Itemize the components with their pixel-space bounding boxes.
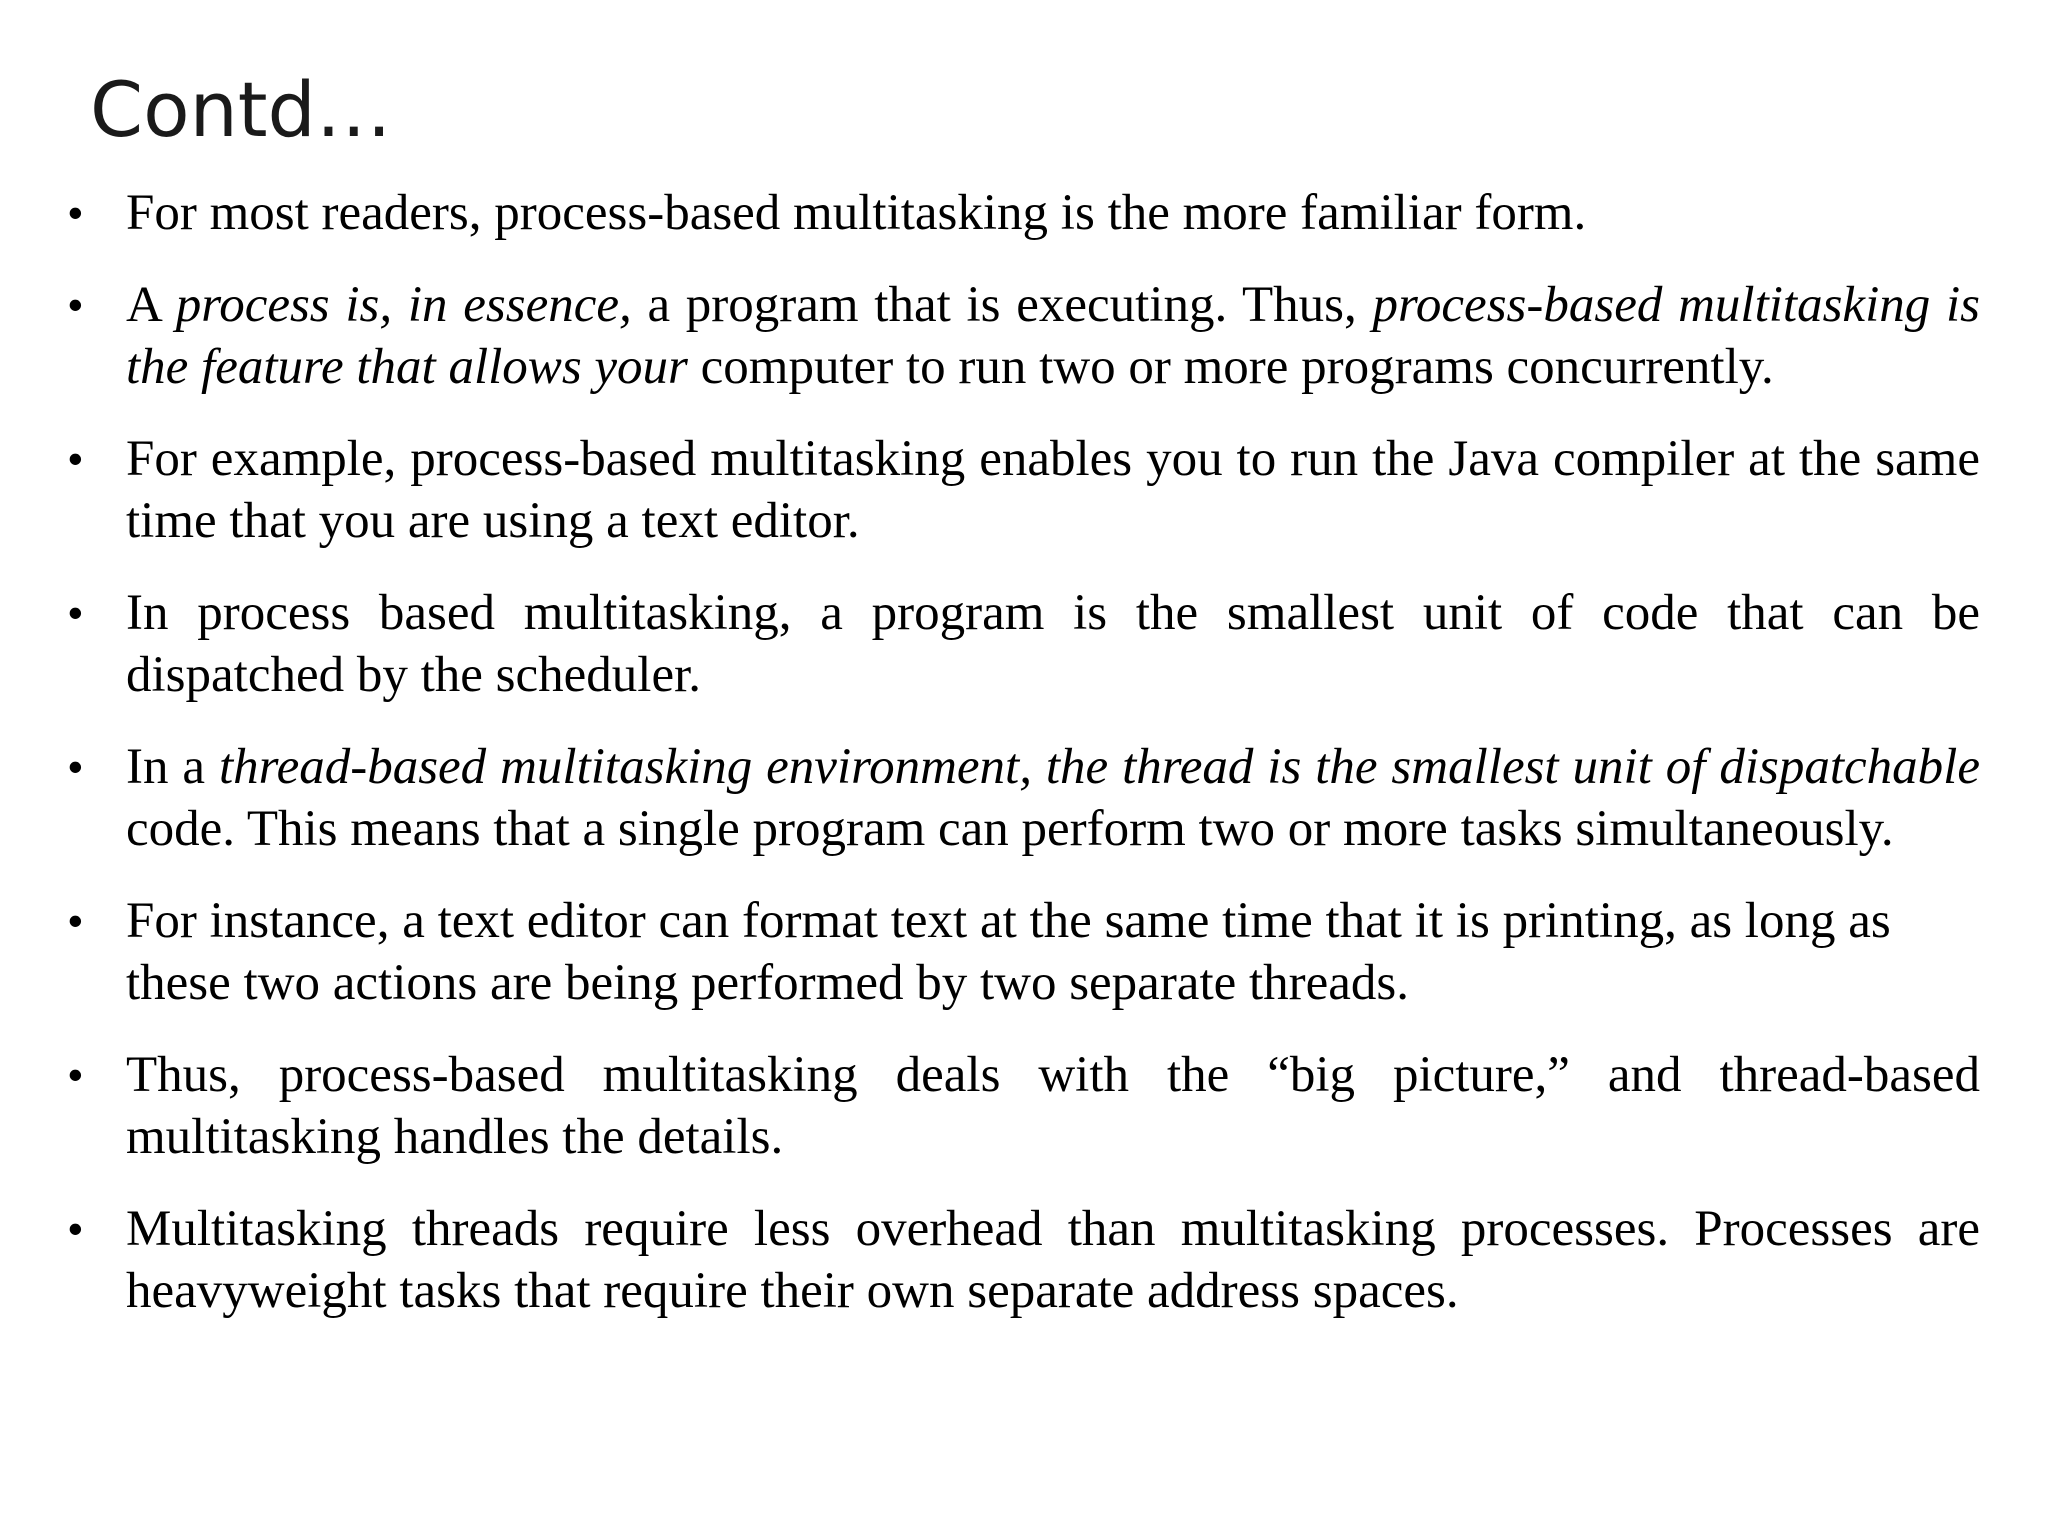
bullet-item bbox=[66, 890, 1980, 1014]
bullet-text-italic: thread-based multitasking environment, the thread is the smallest unit of dispatchable bbox=[218, 739, 1980, 795]
bullet-text: For most readers, process-based multitasking is the more familiar form. bbox=[126, 185, 1587, 241]
bullet-text-italic: process is, in essence, bbox=[175, 277, 632, 333]
bullet-dot-icon: • bbox=[68, 189, 83, 236]
bullet-item bbox=[66, 1044, 1980, 1168]
bullet-dot-icon: • bbox=[68, 589, 83, 636]
bullet-dot-icon: • bbox=[68, 1051, 83, 1098]
bullet-text-segment: In a bbox=[126, 739, 219, 795]
bullet-text: In process based multitasking, a program is the smallest unit of code that can be dispatched by the scheduler. bbox=[126, 585, 1980, 703]
bullet-text-segment: A bbox=[126, 277, 176, 333]
bullet-item bbox=[66, 1198, 1980, 1322]
bullet-text: Thus, process-based multitasking deals with the “big picture,” and thread-based multitasking handles the details. bbox=[126, 1047, 1980, 1165]
bullet-text-italic: process-based multitasking is the feature that allows your bbox=[126, 277, 1980, 395]
bullet-item bbox=[66, 736, 1980, 860]
bullet-dot-icon: • bbox=[68, 435, 83, 482]
bullet-text-segment: computer to run two or more programs concurrently. bbox=[687, 339, 1774, 395]
bullet-item bbox=[66, 428, 1980, 552]
bullet-list bbox=[66, 182, 1980, 1352]
bullet-text: For instance, a text editor can format text at the same time that it is printing, as long as these two actions are being performed by two separate threads. bbox=[126, 893, 1891, 1011]
bullet-dot-icon: • bbox=[68, 897, 83, 944]
bullet-text: For example, process-based multitasking enables you to run the Java compiler at the same time that you are using a text editor. bbox=[126, 431, 1980, 549]
bullet-text-segment: code. This means that a single program can perform two or more tasks simultaneously. bbox=[126, 801, 1894, 857]
bullet-dot-icon: • bbox=[68, 1205, 83, 1252]
bullet-text-segment: a program that is executing. Thus, bbox=[631, 277, 1373, 333]
bullet-item bbox=[66, 182, 1980, 244]
bullet-text: Multitasking threads require less overhead than multitasking processes. Processes are heavyweight tasks that require their own separate address spaces. bbox=[126, 1201, 1980, 1319]
bullet-dot-icon: • bbox=[68, 743, 83, 790]
bullet-item bbox=[66, 582, 1980, 706]
slide-title: Contd… bbox=[90, 65, 392, 154]
bullet-dot-icon: • bbox=[68, 281, 83, 328]
bullet-item bbox=[66, 274, 1980, 398]
